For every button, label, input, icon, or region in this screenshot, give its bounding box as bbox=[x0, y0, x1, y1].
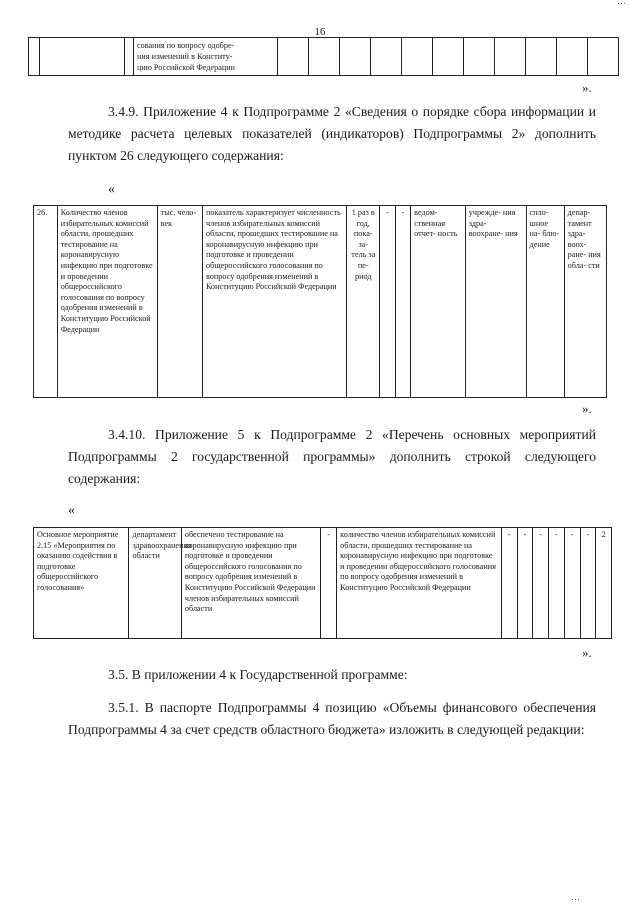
cell-period: 1 раз в год, пока- за- тель за пе- риод bbox=[347, 206, 380, 398]
paragraph-3-4-10: 3.4.10. Приложение 5 к Подпрограмме 2 «Перечень основных мероприятий Подпрограммы 2 государственной программы» дополнить строкой следующего содержания: bbox=[68, 427, 596, 486]
cell-value: 2 bbox=[596, 528, 612, 639]
cell-value: - bbox=[533, 528, 549, 639]
cell-value: - bbox=[517, 528, 533, 639]
cell bbox=[29, 38, 40, 76]
cell-definition: показатель характеризует численность членов избирательных комиссий области, прошедших тестирование на коронавирусную инфекцию при подготовке и проведении общероссийского голосования по вопросу одобрения изменений в Конституцию Российской Федерации bbox=[203, 206, 347, 398]
table-top-text: сования по вопросу одобре- ния изменений в Конститу- цию Российской Федерации bbox=[134, 38, 278, 76]
opening-quote-1: « bbox=[108, 182, 115, 197]
cell-dash: - bbox=[321, 528, 337, 639]
cell bbox=[526, 38, 557, 76]
opening-quote-2: « bbox=[68, 503, 75, 518]
table-event-2-15 bbox=[33, 527, 612, 639]
cell-num: 26. bbox=[34, 206, 58, 398]
closing-quote-3: ». bbox=[582, 645, 592, 660]
cell-event: Основное мероприятие 2.15 «Мероприятия по оказанию содействия в подготовке общероссийского голосования» bbox=[34, 528, 129, 639]
cell-value: - bbox=[501, 528, 517, 639]
cell-dash-2: - bbox=[395, 206, 410, 398]
corner-mark-bottom: … bbox=[571, 892, 580, 902]
cell bbox=[588, 38, 619, 76]
cell-source: учрежде- ния здра- воохране- ния bbox=[465, 206, 526, 398]
cell bbox=[125, 38, 134, 76]
cell bbox=[433, 38, 464, 76]
cell bbox=[557, 38, 588, 76]
cell-value: - bbox=[549, 528, 565, 639]
cell-indicator: количество членов избирательных комиссий области, прошедших тестирование на коронавирусную инфекцию при подготовке и проведении общероссийского голосования по вопросу одобрения изменений в Конституцию Российской Федерации bbox=[337, 528, 502, 639]
cell-name: Количество членов избирательных комиссий области, прошедших тестирование на коронавирусную инфекцию при подготовке и проведении общероссийского голосования по вопросу одобрения изменений в Конституцию Российской Федерации bbox=[57, 206, 157, 398]
cell-unit: тыс. чело- век bbox=[157, 206, 202, 398]
cell-result: обеспечено тестирование на коронавирусную инфекцию при подготовке и проведении общероссийского голосования по вопросу одобрения изменений в Конституцию Российской Федерации членов избирательных комиссий области bbox=[181, 528, 321, 639]
paragraph-3-4-9: 3.4.9. Приложение 4 к Подпрограмме 2 «Сведения о порядке сбора информации и методике расчета целевых показателей (индикаторов) Подпрограммы 2» дополнить пунктом 26 следующего содержания: bbox=[68, 104, 596, 163]
page-number: 16 bbox=[314, 26, 326, 38]
cell-dash-1: - bbox=[380, 206, 395, 398]
cell-value: - bbox=[580, 528, 596, 639]
cell-method: ведом- ственная отчет- ность bbox=[411, 206, 466, 398]
closing-quote-1: ». bbox=[582, 80, 592, 95]
corner-mark-top: … bbox=[617, 0, 626, 6]
cell-executor: департамент здравоохранения области bbox=[129, 528, 181, 639]
table-fragment-top bbox=[28, 37, 619, 76]
table-item-26 bbox=[33, 205, 607, 398]
cell bbox=[495, 38, 526, 76]
cell bbox=[464, 38, 495, 76]
cell-responsible: депар- тамент здра- воох- ране- ния обла- сти bbox=[564, 206, 606, 398]
paragraph-3-5-1: 3.5.1. В паспорте Подпрограммы 4 позицию «Объемы финансового обеспечения Подпрограммы 4 за счет средств областного бюджета» изложить в следующей редакции: bbox=[68, 700, 596, 737]
cell bbox=[278, 38, 309, 76]
cell bbox=[309, 38, 340, 76]
cell bbox=[371, 38, 402, 76]
cell-coverage: спло- шное на- блю- дение bbox=[526, 206, 564, 398]
cell-value: - bbox=[564, 528, 580, 639]
paragraph-3-5: 3.5. В приложении 4 к Государственной программе: bbox=[108, 667, 408, 682]
cell bbox=[40, 38, 125, 76]
cell bbox=[402, 38, 433, 76]
cell bbox=[340, 38, 371, 76]
closing-quote-2: ». bbox=[582, 401, 592, 416]
